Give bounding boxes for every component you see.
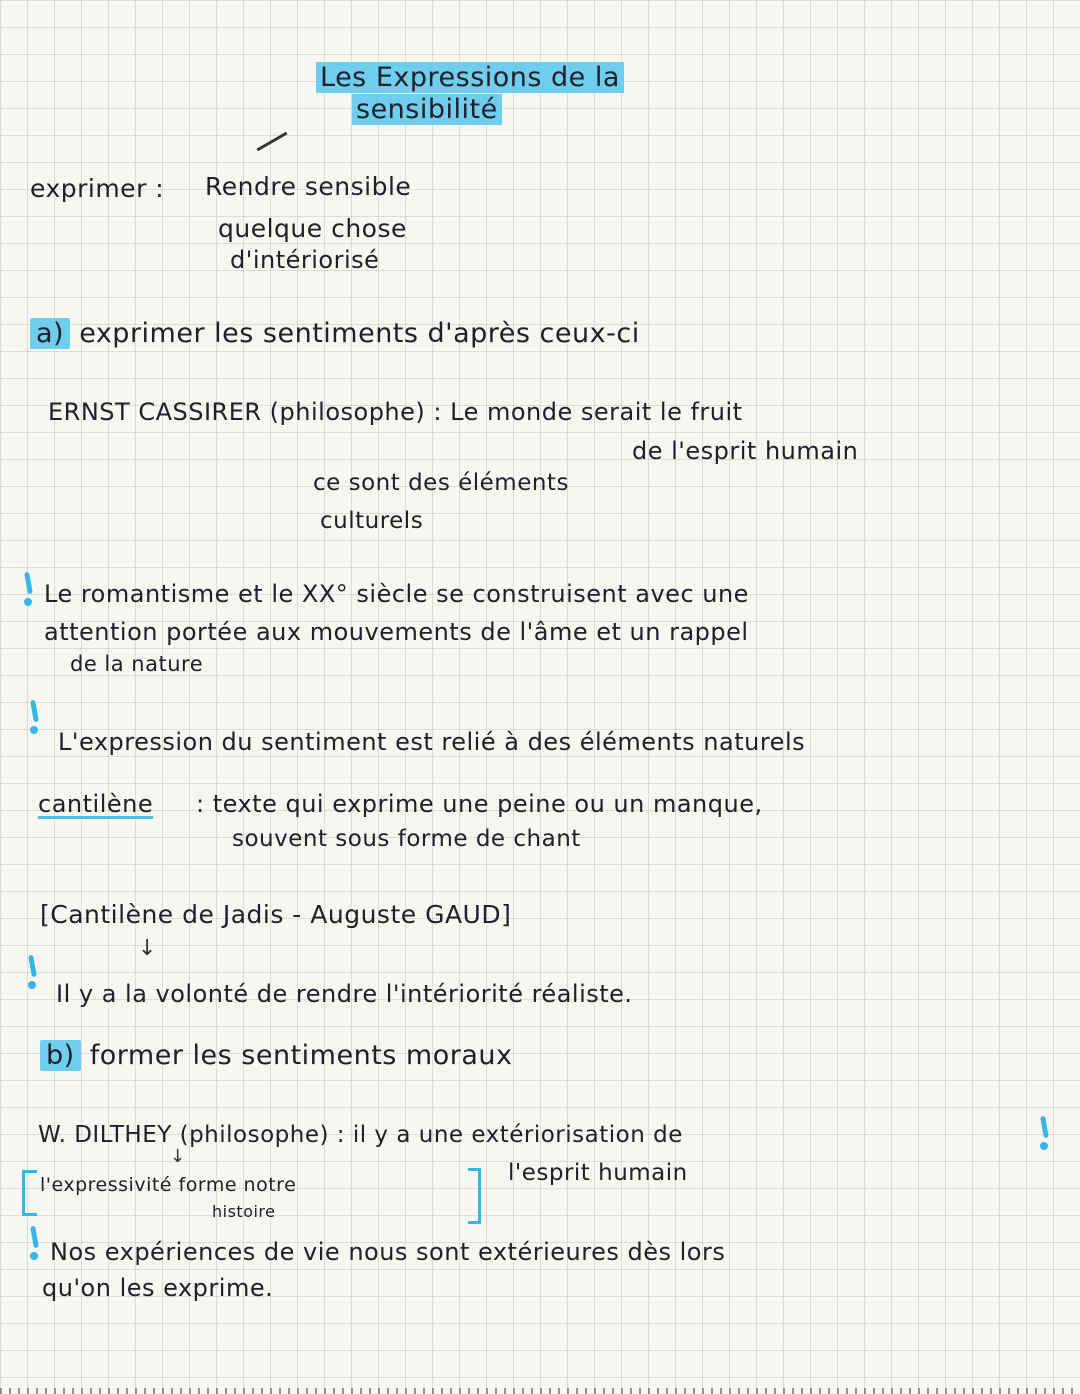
section-b-heading	[40, 1040, 513, 1071]
dilthey-quote: W. DILTHEY (philosophe) : il y a une extériorisation de	[38, 1122, 683, 1148]
down-arrow-icon: ↓	[138, 936, 157, 961]
work-reference: [Cantilène de Jadis - Auguste GAUD]	[40, 900, 512, 929]
dilthey-quote-cont: l'esprit humain	[508, 1160, 688, 1186]
section-b-marker: b)	[40, 1040, 81, 1071]
section-a-heading	[30, 318, 640, 349]
cantilene-definition-1: : texte qui exprime une peine ou un manque,	[196, 790, 763, 818]
down-arrow-icon: ↓	[170, 1146, 186, 1167]
page-edge	[0, 1388, 1080, 1394]
expressivite-line-1: l'expressivité forme notre	[40, 1174, 297, 1196]
tick-mark	[257, 132, 288, 152]
definition-line-2: quelque chose	[218, 214, 407, 243]
definition-line-3: d'intériorisé	[230, 246, 380, 274]
section-a-marker: a)	[30, 318, 70, 349]
romantisme-line-2: attention portée aux mouvements de l'âme et un rappel	[44, 618, 749, 646]
section-b-heading-text: former les sentiments moraux	[89, 1040, 513, 1071]
romantisme-line-3: de la nature	[70, 652, 204, 676]
page-title-line-2	[352, 94, 502, 126]
elements-line-1: ce sont des éléments	[313, 470, 569, 496]
title-line-1: Les Expressions de la	[316, 62, 624, 93]
experiences-line-2: qu'on les exprime.	[42, 1274, 274, 1302]
page-title	[316, 62, 624, 94]
expression-statement: L'expression du sentiment est relié à des éléments naturels	[58, 728, 806, 756]
bracket-right	[468, 1168, 481, 1224]
cantilene-definition-2: souvent sous forme de chant	[232, 826, 581, 852]
experiences-line-1: Nos expériences de vie nous sont extérieures dès lors	[50, 1238, 726, 1266]
title-line-2: sensibilité	[352, 94, 502, 125]
expressivite-line-2: histoire	[212, 1202, 276, 1221]
definition-line-1: Rendre sensible	[205, 172, 412, 201]
section-a-heading-text: exprimer les sentiments d'après ceux-ci	[79, 318, 640, 349]
definition-term: exprimer :	[30, 174, 165, 203]
cassirer-quote-cont: de l'esprit humain	[632, 437, 859, 465]
cassirer-quote: ERNST CASSIRER (philosophe) : Le monde serait le fruit	[48, 398, 743, 426]
elements-line-2: culturels	[320, 508, 424, 534]
romantisme-line-1: Le romantisme et le XX° siècle se construisent avec une	[44, 580, 749, 608]
volonte-statement: Il y a la volonté de rendre l'intériorité réaliste.	[56, 980, 633, 1008]
cantilene-word: cantilène	[38, 790, 154, 818]
cantilene-term	[38, 790, 153, 818]
bracket-left	[22, 1170, 37, 1216]
